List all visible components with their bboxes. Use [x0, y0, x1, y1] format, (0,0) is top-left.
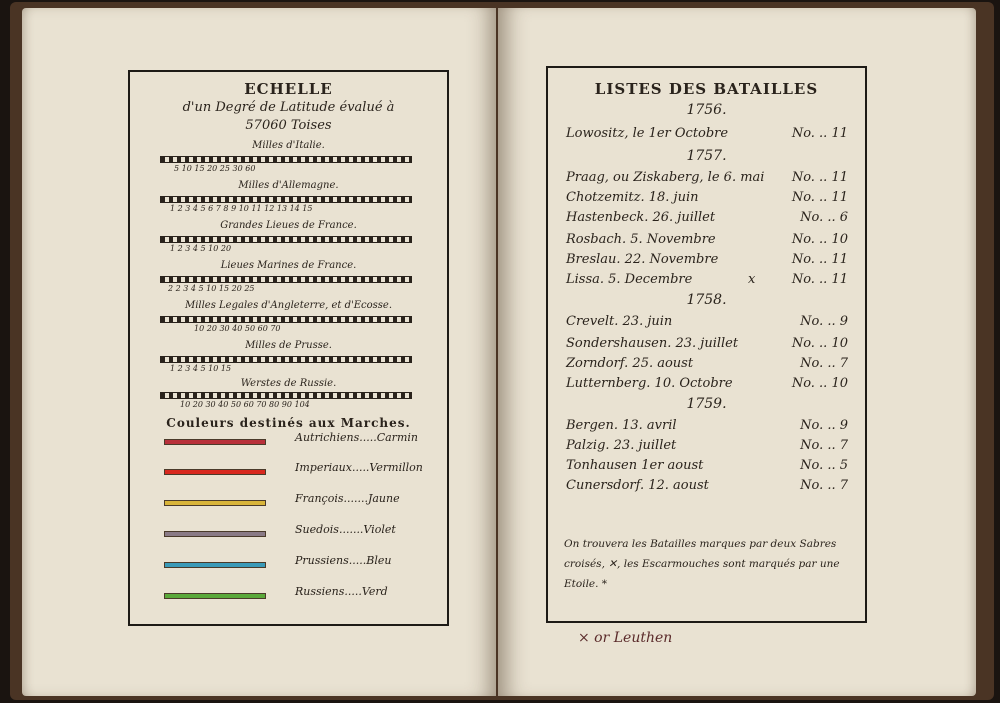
scale-frame [128, 70, 449, 626]
battle-name: Lissa. 5. Decembre [566, 272, 693, 287]
year-heading: 1756. [686, 102, 727, 118]
scale-label: Lieues Marines de France. [220, 260, 357, 271]
colour-swatch [164, 562, 266, 568]
year-heading: 1759. [686, 396, 727, 412]
scale-ticks: 10 20 30 40 50 60 70 80 90 104 [180, 400, 310, 409]
battle-number: No. .. 7 [800, 438, 848, 453]
colour-label: Imperiaux.....Vermillon [295, 461, 423, 474]
scale-bar [160, 392, 412, 399]
scale-bar [160, 276, 412, 283]
scale-bar [160, 236, 412, 243]
year-heading: 1758. [686, 292, 727, 308]
battle-name: Chotzemitz. 18. juin [566, 190, 699, 205]
battle-number: No. .. 7 [800, 356, 848, 371]
handwritten-note: × or Leuthen [578, 630, 673, 646]
scale-label: Milles d'Italie. [252, 140, 325, 151]
colour-label: Autrichiens.....Carmin [295, 431, 418, 444]
colour-swatch [164, 469, 266, 475]
year-heading: 1757. [686, 148, 727, 164]
battle-number: No. .. 11 [791, 272, 848, 287]
colours-title: Couleurs destinés aux Marches. [166, 416, 411, 430]
scale-label: Milles de Prusse. [245, 340, 332, 351]
colour-label: Russiens.....Verd [295, 585, 388, 598]
scale-ticks: 5 10 15 20 25 30 60 [174, 164, 256, 173]
scale-label: Werstes de Russie. [240, 378, 337, 389]
scale-ticks: 1 2 3 4 5 10 20 [170, 244, 232, 253]
scale-subtitle-2: 57060 Toises [245, 118, 332, 133]
colour-swatch [164, 593, 266, 599]
scale-label: Milles d'Allemagne. [238, 180, 339, 191]
colour-label: François.......Jaune [295, 492, 400, 505]
battle-name: Lowositz, le 1er Octobre [566, 126, 729, 141]
battle-name: Cunersdorf. 12. aoust [566, 478, 709, 493]
battles-title: LISTES DES BATAILLES [594, 80, 819, 98]
battle-number: No. .. 11 [791, 126, 848, 141]
footnote: On trouvera les Batailles marques par deux Sabres croisés, ✕, les Escarmouches sont marqués par une Etoile. * [564, 538, 840, 590]
lissa-mark: x [748, 272, 756, 287]
battle-name: Bergen. 13. avril [566, 418, 677, 433]
scale-ticks: 1 2 3 4 5 6 7 8 9 10 11 12 13 14 15 [170, 204, 313, 213]
battle-number: No. .. 9 [800, 418, 848, 433]
colour-label: Prussiens.....Bleu [295, 554, 392, 567]
battle-number: No. .. 10 [791, 232, 848, 247]
scale-subtitle-1: d'un Degré de Latitude évalué à [182, 100, 395, 115]
battle-number: No. .. 10 [791, 336, 848, 351]
battles-frame [546, 66, 867, 623]
left-page [22, 8, 496, 696]
scale-bar [160, 156, 412, 163]
battle-number: No. .. 6 [800, 210, 848, 225]
battle-name: Zorndorf. 25. aoust [566, 356, 694, 371]
battle-number: No. .. 7 [800, 478, 848, 493]
scale-label: Grandes Lieues de France. [220, 220, 357, 231]
battle-name: Praag, ou Ziskaberg, le 6. mai [566, 170, 765, 185]
scale-ticks: 2 2 3 4 5 10 15 20 25 [168, 284, 255, 293]
battle-number: No. .. 9 [800, 314, 848, 329]
battle-name: Palzig. 23. juillet [566, 438, 677, 453]
scale-bar [160, 356, 412, 363]
colour-swatch [164, 500, 266, 506]
scale-bar [160, 196, 412, 203]
right-page [498, 8, 976, 696]
scale-label: Milles Legales d'Angleterre, et d'Ecosse. [184, 300, 393, 311]
scale-ticks: 1 2 3 4 5 10 15 [170, 364, 232, 373]
battle-name: Crevelt. 23. juin [566, 314, 673, 329]
battle-name: Sondershausen. 23. juillet [566, 336, 739, 351]
battle-name: Lutternberg. 10. Octobre [566, 376, 733, 391]
battle-name: Breslau. 22. Novembre [566, 252, 719, 267]
battle-number: No. .. 11 [791, 190, 848, 205]
battle-number: No. .. 11 [791, 170, 848, 185]
battle-name: Tonhausen 1er aoust [566, 458, 704, 473]
scale-bar [160, 316, 412, 323]
battle-name: Hastenbeck. 26. juillet [566, 210, 716, 225]
battle-number: No. .. 5 [800, 458, 848, 473]
scale-ticks: 10 20 30 40 50 60 70 [194, 324, 281, 333]
battle-number: No. .. 11 [791, 252, 848, 267]
battle-name: Rosbach. 5. Novembre [566, 232, 716, 247]
scale-title: ECHELLE [244, 80, 333, 98]
colour-swatch [164, 439, 266, 445]
colour-label: Suedois.......Violet [295, 523, 396, 536]
battle-number: No. .. 10 [791, 376, 848, 391]
colour-swatch [164, 531, 266, 537]
